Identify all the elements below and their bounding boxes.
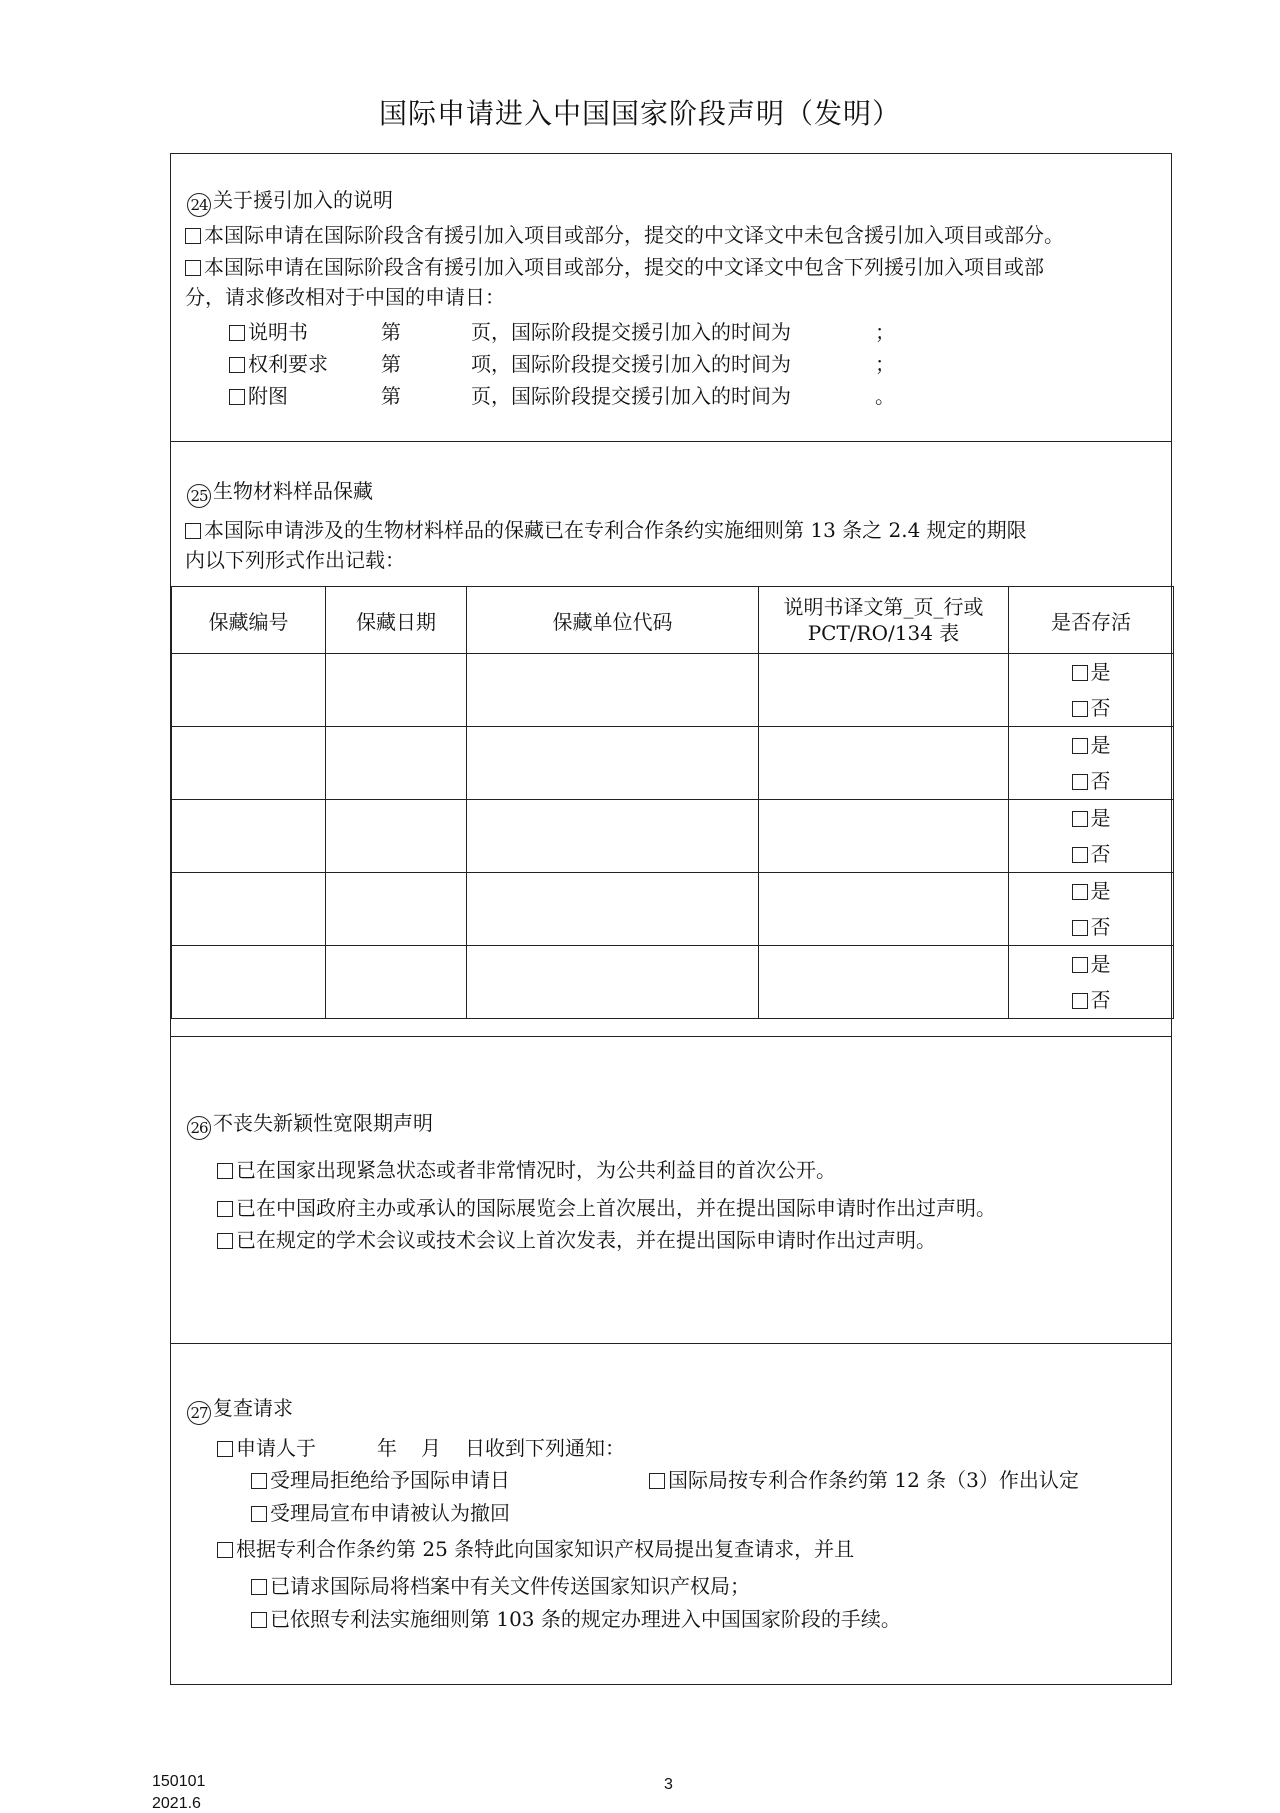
- checkbox[interactable]: [1072, 701, 1088, 717]
- col-deposit-number: 保藏编号: [172, 587, 326, 654]
- checkbox[interactable]: [185, 523, 201, 539]
- incorporation-option-included[interactable]: 本国际申请在国际阶段含有援引加入项目或部分，提交的中文译文中包含下列援引加入项目或部: [185, 254, 1044, 280]
- section-number-27: 27: [187, 1401, 211, 1425]
- notice-refuse-filing-date[interactable]: 受理局拒绝给予国际申请日: [251, 1467, 510, 1493]
- table-row: 是 否: [172, 800, 1174, 873]
- col-deposit-date: 保藏日期: [326, 587, 467, 654]
- checkbox[interactable]: [251, 1506, 267, 1522]
- checkbox[interactable]: [649, 1473, 665, 1489]
- checkbox[interactable]: [185, 260, 201, 276]
- checkbox[interactable]: [1072, 847, 1088, 863]
- deposit-table: [171, 586, 1174, 1019]
- checkbox[interactable]: [217, 1542, 233, 1558]
- page-title: 国际申请进入中国国家阶段声明（发明）: [378, 97, 901, 130]
- checkbox[interactable]: [1072, 920, 1088, 936]
- checkbox[interactable]: [1072, 774, 1088, 790]
- section-24-heading: 24 关于援引加入的说明: [187, 187, 393, 217]
- page-number: 3: [664, 1776, 673, 1793]
- item-description[interactable]: 说明书: [229, 319, 308, 345]
- section-27-heading: 27 复查请求: [187, 1395, 293, 1425]
- checkbox[interactable]: [217, 1201, 233, 1217]
- checkbox[interactable]: [229, 389, 245, 405]
- applicant-received-notice[interactable]: 申请人于: [217, 1435, 316, 1461]
- checkbox[interactable]: [1072, 884, 1088, 900]
- col-depository-code: 保藏单位代码: [467, 587, 759, 654]
- checkbox[interactable]: [1072, 993, 1088, 1009]
- form-frame: [170, 153, 1172, 1685]
- review-national-phase[interactable]: 已依照专利法实施细则第 103 条的规定办理进入中国国家阶段的手续。: [251, 1606, 901, 1632]
- incorporation-option-included-cont: 分，请求修改相对于中国的申请日：: [185, 285, 505, 309]
- section-24: 24 关于援引加入的说明 本国际申请在国际阶段含有援引加入项目或部分，提交的中文译文中未包含援引加入项目或部分。 本国际申请在国际阶段含有援引加入项目或部分，提交的中文译文中包含下列援引加入项目或部 分，请求修改相对于中国的申请日： 说明书 第 页，国际阶段提交援引加入的时间为 ； 权利要求 第 项，国际阶段提交援引加入的时间为 ； 附图 第 页，国际阶段提交援引加入的时间为 。: [171, 154, 1171, 442]
- item-drawings[interactable]: 附图: [229, 383, 288, 409]
- notice-ib-finding[interactable]: 国际局按专利合作条约第 12 条（3）作出认定: [649, 1467, 1079, 1493]
- checkbox[interactable]: [251, 1612, 267, 1628]
- checkbox[interactable]: [1072, 665, 1088, 681]
- checkbox[interactable]: [217, 1163, 233, 1179]
- table-header-row: [172, 587, 1174, 654]
- incorporation-option-not-included[interactable]: 本国际申请在国际阶段含有援引加入项目或部分，提交的中文译文中未包含援引加入项目或部分。: [185, 222, 1064, 248]
- table-row: 是 否: [172, 946, 1174, 1019]
- review-transfer-files[interactable]: 已请求国际局将档案中有关文件传送国家知识产权局；: [251, 1573, 750, 1599]
- table-row: 是 否: [172, 873, 1174, 946]
- col-translation-location: 说明书译文第_页_行或 PCT/RO/134 表: [759, 587, 1009, 654]
- section-27: 27 复查请求 申请人于 年 月 日收到下列通知： 受理局拒绝给予国际申请日 国际局按专利合作条约第 12 条（3）作出认定 受理局宣布申请被认为撤回 根据专利合作条约第 25 条特此向国家知识产权局提出复查请求，并且 已请求国际局将档案中有关文件传送国家知识产权局； 已依照专利法实施细则第 103 条的规定办理进入中国国家阶段的手续。: [171, 1344, 1171, 1686]
- section-25-heading: 25 生物材料样品保藏: [187, 478, 373, 508]
- section-25: 25 生物材料样品保藏 本国际申请涉及的生物材料样品的保藏已在专利合作条约实施细则第 13 条之 2.4 规定的期限 内以下列形式作出记载： 保藏编号 保藏日期 保藏单位代码 说明书译文第_页_行或 PCT/RO/134 表 是否存活 是 否 是 否 是 否 是 否 是 否: [171, 442, 1171, 1036]
- grace-option-conference[interactable]: 已在规定的学术会议或技术会议上首次发表，并在提出国际申请时作出过声明。: [217, 1227, 936, 1253]
- deposit-statement[interactable]: 本国际申请涉及的生物材料样品的保藏已在专利合作条约实施细则第 13 条之 2.4 规定的期限: [185, 517, 1027, 543]
- review-request-basis[interactable]: 根据专利合作条约第 25 条特此向国家知识产权局提出复查请求，并且: [217, 1536, 854, 1562]
- checkbox[interactable]: [217, 1233, 233, 1249]
- notice-considered-withdrawn[interactable]: 受理局宣布申请被认为撤回: [251, 1500, 510, 1526]
- form-version-date: 2021.6: [152, 1795, 201, 1812]
- checkbox[interactable]: [1072, 811, 1088, 827]
- section-number-24: 24: [187, 193, 211, 217]
- form-code: 150101: [152, 1773, 206, 1790]
- checkbox[interactable]: [185, 228, 201, 244]
- checkbox[interactable]: [251, 1473, 267, 1489]
- grace-option-exhibition[interactable]: 已在中国政府主办或承认的国际展览会上首次展出，并在提出国际申请时作出过声明。: [217, 1195, 996, 1221]
- checkbox[interactable]: [229, 357, 245, 373]
- grace-option-emergency[interactable]: 已在国家出现紧急状态或者非常情况时，为公共利益目的首次公开。: [217, 1157, 836, 1183]
- checkbox[interactable]: [1072, 738, 1088, 754]
- table-row: 是 否: [172, 654, 1174, 727]
- section-26: [171, 1036, 1171, 1344]
- table-row: 是 否: [172, 727, 1174, 800]
- section-26-heading: 26 不丧失新颖性宽限期声明: [187, 1110, 433, 1140]
- section-number-25: 25: [187, 484, 211, 508]
- checkbox[interactable]: [217, 1441, 233, 1457]
- col-viable: 是否存活: [1009, 587, 1174, 654]
- checkbox[interactable]: [1072, 957, 1088, 973]
- item-claims[interactable]: 权利要求: [229, 351, 328, 377]
- section-number-26: 26: [187, 1116, 211, 1140]
- checkbox[interactable]: [229, 325, 245, 341]
- checkbox[interactable]: [251, 1579, 267, 1595]
